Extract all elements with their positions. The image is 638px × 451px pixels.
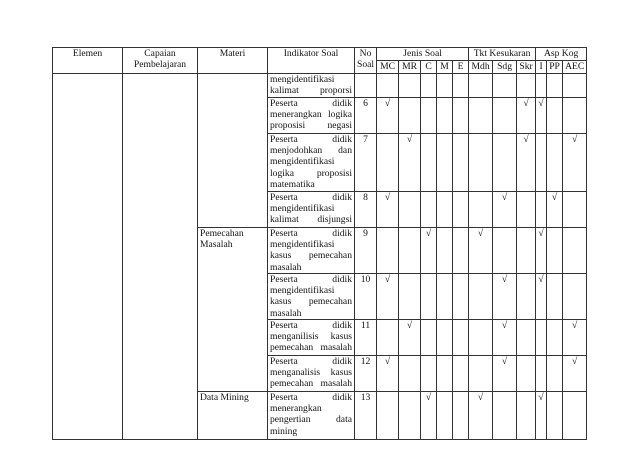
- check-cell-m: [437, 274, 453, 320]
- check-cell-i: [536, 134, 547, 192]
- check-cell-aec: [563, 134, 587, 192]
- check-cell-sdg: [493, 228, 517, 274]
- check-mark: √: [572, 134, 578, 145]
- check-cell-pp: [547, 74, 563, 98]
- header-no-soal: No Soal: [355, 48, 377, 74]
- check-cell-e: [453, 134, 469, 192]
- no-soal-cell: 10: [355, 274, 377, 320]
- check-mark: √: [501, 192, 508, 203]
- check-mark: √: [551, 192, 558, 203]
- indikator-line: mengidentifikasi: [270, 285, 335, 297]
- indikator-line: kalimat disjungsi: [270, 214, 352, 226]
- check-cell-mdh: [469, 356, 493, 392]
- check-cell-mr: [399, 74, 421, 98]
- sub-tkt-skr: Skr: [517, 61, 536, 74]
- check-cell-mdh: [469, 98, 493, 134]
- check-mark: √: [425, 392, 432, 403]
- check-cell-mr: [399, 98, 421, 134]
- check-mark: √: [538, 392, 544, 403]
- check-cell-sdg: [493, 274, 517, 320]
- check-mark: √: [501, 320, 508, 331]
- check-cell-pp: [547, 274, 563, 320]
- check-cell-e: [453, 356, 469, 392]
- check-cell-skr: [517, 134, 536, 192]
- indikator-line: Peserta didik: [270, 228, 352, 239]
- check-mark: √: [501, 274, 508, 285]
- indikator-line: Peserta didik: [270, 274, 352, 285]
- no-soal-cell: 9: [355, 228, 377, 274]
- check-mark: √: [538, 228, 544, 239]
- check-cell-mc: [377, 320, 399, 356]
- no-soal-cell: 8: [355, 192, 377, 228]
- check-cell-pp: [547, 192, 563, 228]
- no-soal-cell: 7: [355, 134, 377, 192]
- indikator-line: mengidentifikasi: [270, 74, 335, 85]
- check-cell-c: [421, 134, 437, 192]
- no-soal-cell: [355, 74, 377, 98]
- sub-asp-pp: PP: [547, 61, 563, 74]
- check-mark: √: [477, 392, 484, 403]
- indikator-line: Peserta didik: [270, 192, 352, 203]
- header-tkt-kesukaran: Tkt Kesukaran: [469, 48, 536, 61]
- sub-jenis-m: M: [437, 61, 453, 74]
- elemen-cell: [53, 74, 123, 440]
- indikator-line: menerangkan: [270, 403, 322, 415]
- indikator-line: kasus pemecahan: [270, 250, 352, 262]
- check-cell-skr: [517, 192, 536, 228]
- table-body: [53, 74, 587, 440]
- indikator-cell: [268, 134, 355, 192]
- indikator-line: pemecahan masalah: [270, 342, 352, 354]
- check-cell-sdg: [493, 320, 517, 356]
- indikator-line: mengidentifikasi: [270, 203, 335, 215]
- check-cell-skr: [517, 320, 536, 356]
- indikator-line: menganilisis kasus: [270, 331, 352, 343]
- check-cell-i: [536, 228, 547, 274]
- indikator-cell: [268, 74, 355, 98]
- indikator-line: matematika: [270, 178, 315, 190]
- check-cell-i: [536, 192, 547, 228]
- check-mark: √: [572, 320, 578, 331]
- table-row: [53, 74, 587, 98]
- check-cell-aec: [563, 74, 587, 98]
- check-cell-mc: [377, 228, 399, 274]
- check-cell-mdh: [469, 392, 493, 440]
- check-cell-m: [437, 356, 453, 392]
- check-cell-e: [453, 274, 469, 320]
- indikator-line: Peserta didik: [270, 392, 352, 403]
- check-cell-mr: [399, 228, 421, 274]
- check-cell-pp: [547, 98, 563, 134]
- indikator-line: proposisi negasi: [270, 120, 352, 132]
- check-cell-i: [536, 74, 547, 98]
- header-indikator: Indikator Soal: [268, 48, 355, 74]
- check-cell-mdh: [469, 134, 493, 192]
- check-mark: √: [501, 356, 508, 367]
- indikator-line: menjodohkan dan: [270, 145, 352, 157]
- header-capaian: Capaian Pembelajaran: [123, 48, 198, 74]
- check-cell-c: [421, 192, 437, 228]
- check-cell-skr: [517, 228, 536, 274]
- indikator-line: menerangkan logika: [270, 109, 352, 121]
- check-cell-pp: [547, 320, 563, 356]
- sub-asp-i: I: [536, 61, 547, 74]
- check-mark: √: [523, 98, 529, 109]
- check-mark: √: [538, 274, 544, 285]
- check-mark: √: [572, 356, 578, 367]
- check-cell-i: [536, 356, 547, 392]
- no-soal-cell: 13: [355, 392, 377, 440]
- indikator-cell: [268, 356, 355, 392]
- indikator-line: menganalisis kasus: [270, 367, 352, 379]
- indikator-line: masalah: [270, 261, 302, 273]
- check-cell-mdh: [469, 74, 493, 98]
- indikator-cell: [268, 274, 355, 320]
- indikator-line: kalimat proporsi: [270, 85, 352, 97]
- indikator-line: mengidentifikasi: [270, 156, 335, 168]
- check-cell-pp: [547, 392, 563, 440]
- header-jenis-soal: Jenis Soal: [377, 48, 469, 61]
- check-cell-aec: [563, 228, 587, 274]
- check-cell-skr: [517, 74, 536, 98]
- sub-jenis-mr: MR: [399, 61, 421, 74]
- check-cell-mr: [399, 356, 421, 392]
- check-cell-pp: [547, 134, 563, 192]
- indikator-line: Peserta didik: [270, 356, 352, 367]
- indikator-line: pemecahan masalah: [270, 378, 352, 390]
- check-cell-pp: [547, 228, 563, 274]
- check-cell-c: [421, 392, 437, 440]
- check-cell-m: [437, 192, 453, 228]
- check-cell-c: [421, 320, 437, 356]
- check-cell-m: [437, 134, 453, 192]
- check-cell-c: [421, 98, 437, 134]
- sub-tkt-sdg: Sdg: [493, 61, 517, 74]
- check-cell-mr: [399, 392, 421, 440]
- check-mark: √: [406, 320, 413, 331]
- check-cell-c: [421, 274, 437, 320]
- check-cell-mc: [377, 274, 399, 320]
- check-cell-aec: [563, 192, 587, 228]
- check-cell-skr: [517, 392, 536, 440]
- check-cell-mc: [377, 134, 399, 192]
- no-soal-cell: 12: [355, 356, 377, 392]
- check-mark: √: [425, 228, 432, 239]
- materi-cell: Data Mining: [198, 392, 268, 440]
- check-mark: √: [384, 192, 391, 203]
- check-cell-e: [453, 192, 469, 228]
- check-cell-mdh: [469, 274, 493, 320]
- indikator-line: mining: [270, 425, 298, 437]
- indikator-line: Peserta didik: [270, 98, 352, 109]
- check-cell-mc: [377, 74, 399, 98]
- check-cell-mc: [377, 192, 399, 228]
- check-cell-m: [437, 320, 453, 356]
- check-cell-e: [453, 392, 469, 440]
- check-cell-e: [453, 98, 469, 134]
- check-cell-e: [453, 74, 469, 98]
- check-mark: √: [477, 228, 484, 239]
- indikator-cell: [268, 98, 355, 134]
- check-cell-aec: [563, 392, 587, 440]
- check-cell-aec: [563, 356, 587, 392]
- indikator-cell: [268, 320, 355, 356]
- indikator-line: pengertian data: [270, 414, 352, 426]
- check-cell-m: [437, 228, 453, 274]
- check-mark: √: [538, 98, 544, 109]
- capaian-cell: [123, 74, 198, 440]
- indikator-line: masalah: [270, 307, 302, 319]
- check-cell-aec: [563, 98, 587, 134]
- header-elemen: Elemen: [53, 48, 123, 74]
- kisi-kisi-table: [52, 47, 587, 440]
- header-materi: Materi: [198, 48, 268, 74]
- check-cell-mr: [399, 274, 421, 320]
- check-cell-c: [421, 356, 437, 392]
- check-cell-aec: [563, 320, 587, 356]
- check-cell-sdg: [493, 134, 517, 192]
- check-cell-skr: [517, 356, 536, 392]
- indikator-cell: [268, 228, 355, 274]
- check-cell-i: [536, 320, 547, 356]
- check-cell-mdh: [469, 320, 493, 356]
- check-cell-m: [437, 392, 453, 440]
- indikator-cell: [268, 392, 355, 440]
- indikator-line: kasus pemecahan: [270, 296, 352, 308]
- check-cell-c: [421, 228, 437, 274]
- check-cell-m: [437, 74, 453, 98]
- check-mark: √: [384, 356, 391, 367]
- sub-asp-aec: AEC: [563, 61, 587, 74]
- check-cell-sdg: [493, 356, 517, 392]
- no-soal-cell: 11: [355, 320, 377, 356]
- check-cell-sdg: [493, 392, 517, 440]
- check-mark: √: [523, 134, 529, 145]
- check-cell-i: [536, 98, 547, 134]
- check-cell-sdg: [493, 98, 517, 134]
- check-cell-mr: [399, 134, 421, 192]
- sub-jenis-c: C: [421, 61, 437, 74]
- check-mark: √: [384, 98, 391, 109]
- indikator-line: Peserta didik: [270, 320, 352, 331]
- header-asp-kog: Asp Kog: [536, 48, 587, 61]
- check-cell-pp: [547, 356, 563, 392]
- check-cell-mr: [399, 320, 421, 356]
- indikator-line: mengidentifikasi: [270, 239, 335, 251]
- check-cell-i: [536, 274, 547, 320]
- check-cell-i: [536, 392, 547, 440]
- indikator-line: logika proposisi: [270, 167, 352, 179]
- check-cell-sdg: [493, 74, 517, 98]
- materi-cell: [198, 74, 268, 228]
- materi-cell: Pemecahan Masalah: [198, 228, 268, 392]
- sub-jenis-mc: MC: [377, 61, 399, 74]
- check-mark: √: [406, 134, 413, 145]
- no-soal-cell: 6: [355, 98, 377, 134]
- check-cell-mc: [377, 98, 399, 134]
- check-cell-mr: [399, 192, 421, 228]
- check-cell-mdh: [469, 228, 493, 274]
- check-cell-skr: [517, 98, 536, 134]
- sub-jenis-e: E: [453, 61, 469, 74]
- check-cell-skr: [517, 274, 536, 320]
- check-cell-c: [421, 74, 437, 98]
- check-cell-sdg: [493, 192, 517, 228]
- check-cell-mc: [377, 392, 399, 440]
- check-cell-aec: [563, 274, 587, 320]
- sub-tkt-mdh: Mdh: [469, 61, 493, 74]
- indikator-line: Peserta didik: [270, 134, 352, 145]
- check-cell-mdh: [469, 192, 493, 228]
- check-cell-mc: [377, 356, 399, 392]
- check-mark: √: [384, 274, 391, 285]
- check-cell-e: [453, 320, 469, 356]
- check-cell-e: [453, 228, 469, 274]
- indikator-cell: [268, 192, 355, 228]
- check-cell-m: [437, 98, 453, 134]
